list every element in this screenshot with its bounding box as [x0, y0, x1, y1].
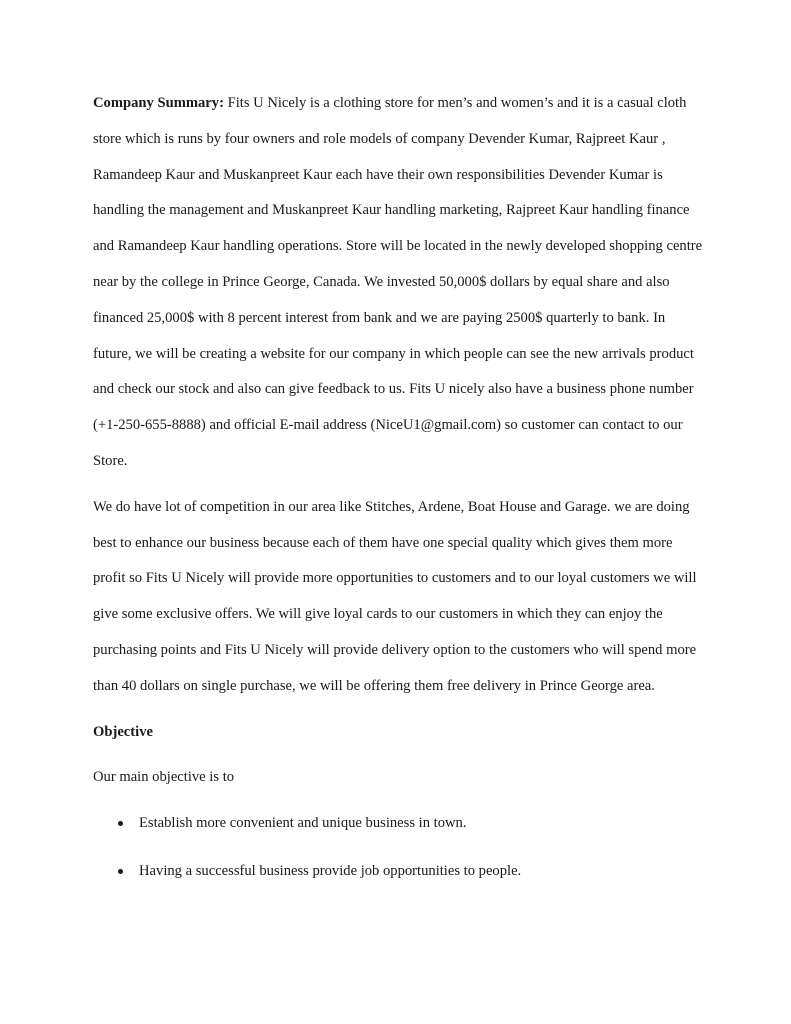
- objective-list-item-text: Establish more convenient and unique business in town.: [139, 815, 467, 832]
- objective-list: [93, 806, 703, 890]
- bullet-icon: [118, 821, 123, 826]
- competition-paragraph: We do have lot of competition in our area like Stitches, Ardene, Boat House and Garage. we are doing best to enhance our business because each of them have one special quality which gives them more profit so Fits U Nicely will provide more opportunities to customers and to our loyal customers we will give some exclusive offers. We will give loyal cards to our customers in which they can enjoy the purchasing points and Fits U Nicely will provide delivery option to the customers who will spend more than 40 dollars on single purchase, we will be offering them free delivery in Prince George area.: [93, 498, 697, 694]
- objective-list-item: [93, 806, 703, 842]
- objective-heading: Objective: [93, 723, 153, 740]
- company-summary-paragraph: [93, 86, 703, 480]
- objective-list-item: [93, 854, 703, 890]
- company-summary-text: Fits U Nicely is a clothing store for men’s and women’s and it is a casual cloth store which is runs by four owners and role models of company Devender Kumar, Rajpreet Kaur , Ramandeep Kaur and Muskanpreet Kaur each have their own responsibilities Devender Kumar is handling the management and Muskanpreet Kaur handling marketing, Rajpreet Kaur handling finance and Ramandeep Kaur handling operations. Store will be located in the newly developed shopping centre near by the college in Prince George, Canada. We invested 50,000$ dollars by equal share and also financed 25,000$ with 8 percent interest from bank and we are paying 2500$ quarterly to bank. In future, we will be creating a website for our company in which people can see the new arrivals product and check our stock and also can give feedback to us. Fits U nicely also have a business phone number (+1-250-655-8888) and official E-mail address (NiceU1@gmail.com) so customer can contact to our Store.: [93, 95, 703, 469]
- document-body: [93, 86, 703, 902]
- company-summary-label: Company Summary:: [93, 95, 224, 111]
- bullet-icon: [118, 869, 123, 874]
- objective-list-item-text: Having a successful business provide job opportunities to people.: [139, 862, 522, 879]
- objective-intro: Our main objective is to: [93, 769, 235, 786]
